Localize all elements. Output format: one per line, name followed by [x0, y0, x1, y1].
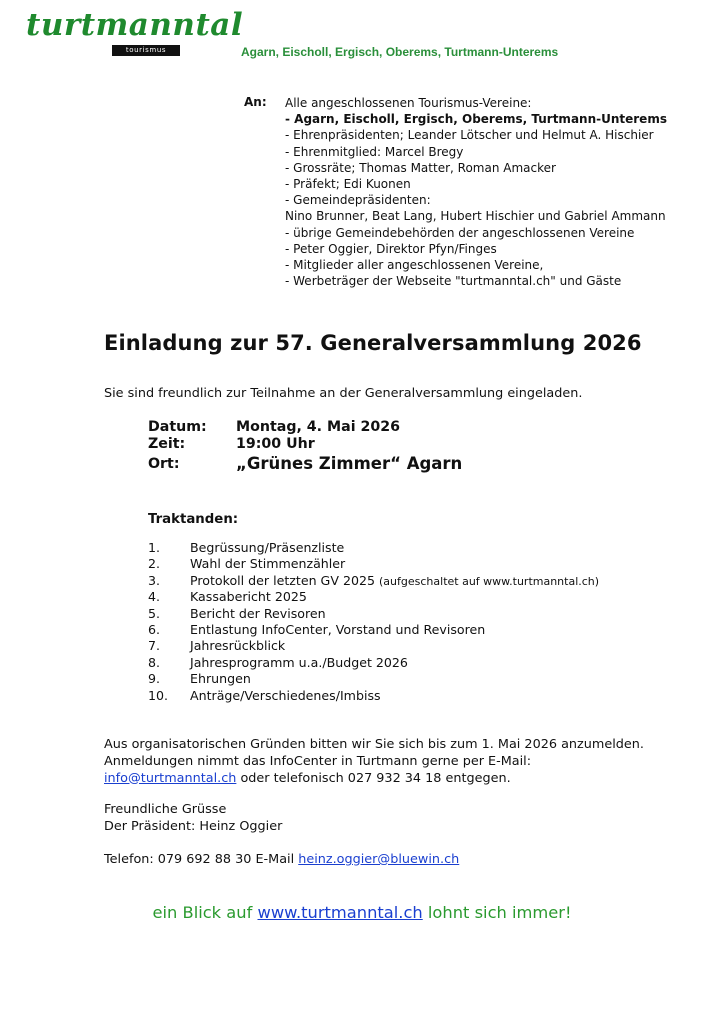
recipient-line: - Ehrenpräsidenten; Leander Lötscher und Helmut A. Hischier	[285, 128, 654, 143]
recipient-line: Nino Brunner, Beat Lang, Hubert Hischier und Gabriel Ammann	[285, 209, 666, 224]
intro-text: Sie sind freundlich zur Teilnahme an der Generalversammlung eingeladen.	[104, 386, 583, 401]
contact-line	[104, 852, 459, 867]
agenda-num: 2.	[148, 556, 161, 572]
footer-post: lohnt sich immer!	[422, 903, 572, 922]
agenda-text: Jahresrückblick	[190, 638, 286, 654]
recipients-list	[285, 95, 667, 289]
recipient-line: - Mitglieder aller angeschlossenen Vereine,	[285, 258, 544, 273]
header-villages: Agarn, Eischoll, Ergisch, Oberems, Turtmann-Unterems	[241, 45, 559, 59]
recipient-line: Alle angeschlossenen Tourismus-Vereine:	[285, 96, 532, 110]
agenda-num: 3.	[148, 572, 161, 588]
recipient-line: - übrige Gemeindebehörden der angeschlossenen Vereine	[285, 225, 635, 240]
recipient-line: - Grossräte; Thomas Matter, Roman Amacker	[285, 160, 556, 175]
closing-line: Anmeldungen nimmt das InfoCenter in Turtmann gerne per E-Mail:	[104, 753, 532, 769]
agenda-num: 7.	[148, 638, 161, 654]
footer-slogan	[0, 903, 724, 922]
closing-line: Aus organisatorischen Gründen bitten wir Sie sich bis zum 1. Mai 2026 anzumelden.	[104, 737, 644, 752]
agenda-num: 6.	[148, 621, 161, 637]
agenda-text: Begrüssung/Präsenzliste	[190, 540, 345, 555]
website-link[interactable]: www.turtmanntal.ch	[257, 903, 423, 922]
recipient-line: - Ehrenmitglied: Marcel Bregy	[285, 144, 464, 159]
agenda-num: 9.	[148, 671, 161, 687]
date-value: Montag, 4. Mai 2026	[236, 419, 400, 435]
agenda-note: (aufgeschaltet auf www.turtmanntal.ch)	[379, 574, 600, 588]
date-label: Datum:	[148, 419, 207, 435]
footer-pre: ein Blick auf	[152, 903, 258, 922]
logo-subtitle: tourismus	[112, 45, 180, 56]
agenda-text: Jahresprogramm u.a./Budget 2026	[190, 654, 408, 670]
agenda-num: 4.	[148, 589, 161, 605]
agenda-text: Bericht der Revisoren	[190, 605, 326, 621]
closing-line	[104, 771, 644, 788]
recipient-line: - Gemeindepräsidenten:	[285, 193, 431, 208]
agenda-num: 1.	[148, 540, 161, 555]
agenda-text: Ehrungen	[190, 671, 251, 687]
agenda-text: Anträge/Verschiedenes/Imbiss	[190, 687, 381, 703]
contact-text: Telefon: 079 692 88 30 E-Mail	[104, 852, 299, 867]
agenda-text: Kassabericht 2025	[190, 589, 307, 605]
greeting-line: Freundliche Grüsse	[104, 802, 227, 817]
place-value: „Grünes Zimmer“ Agarn	[236, 454, 463, 473]
president-email-link[interactable]: heinz.oggier@bluewin.ch	[298, 852, 460, 867]
place-label: Ort:	[148, 456, 180, 472]
agenda-text: Wahl der Stimmenzähler	[190, 556, 346, 572]
agenda-text	[190, 573, 599, 590]
closing-paragraph	[104, 737, 644, 787]
document-title: Einladung zur 57. Generalversammlung 2026	[104, 331, 642, 355]
recipient-line: - Werbeträger der Webseite "turtmanntal.ch" und Gäste	[285, 274, 622, 289]
logo-text: turtmanntal	[26, 7, 244, 43]
agenda-heading: Traktanden:	[148, 512, 239, 527]
recipient-line: - Präfekt; Edi Kuonen	[285, 177, 411, 192]
time-label: Zeit:	[148, 436, 186, 452]
recipients-label: An:	[244, 95, 267, 109]
signature-line: Der Präsident: Heinz Oggier	[104, 818, 283, 834]
recipient-line: - Peter Oggier, Direktor Pfyn/Finges	[285, 241, 497, 256]
agenda-num: 8.	[148, 654, 161, 670]
agenda-num: 5.	[148, 605, 161, 621]
agenda-text-main: Protokoll der letzten GV 2025	[190, 572, 375, 588]
greeting	[104, 802, 282, 836]
closing-line-rest: oder telefonisch 027 932 34 18 entgegen.	[236, 770, 511, 786]
agenda-num: 10.	[148, 687, 169, 703]
agenda-text: Entlastung InfoCenter, Vorstand und Revisoren	[190, 621, 486, 637]
recipient-line: - Agarn, Eischoll, Ergisch, Oberems, Turtmann-Unterems	[285, 112, 667, 127]
time-value: 19:00 Uhr	[236, 436, 315, 452]
infocenter-email-link[interactable]: info@turtmanntal.ch	[104, 770, 237, 786]
